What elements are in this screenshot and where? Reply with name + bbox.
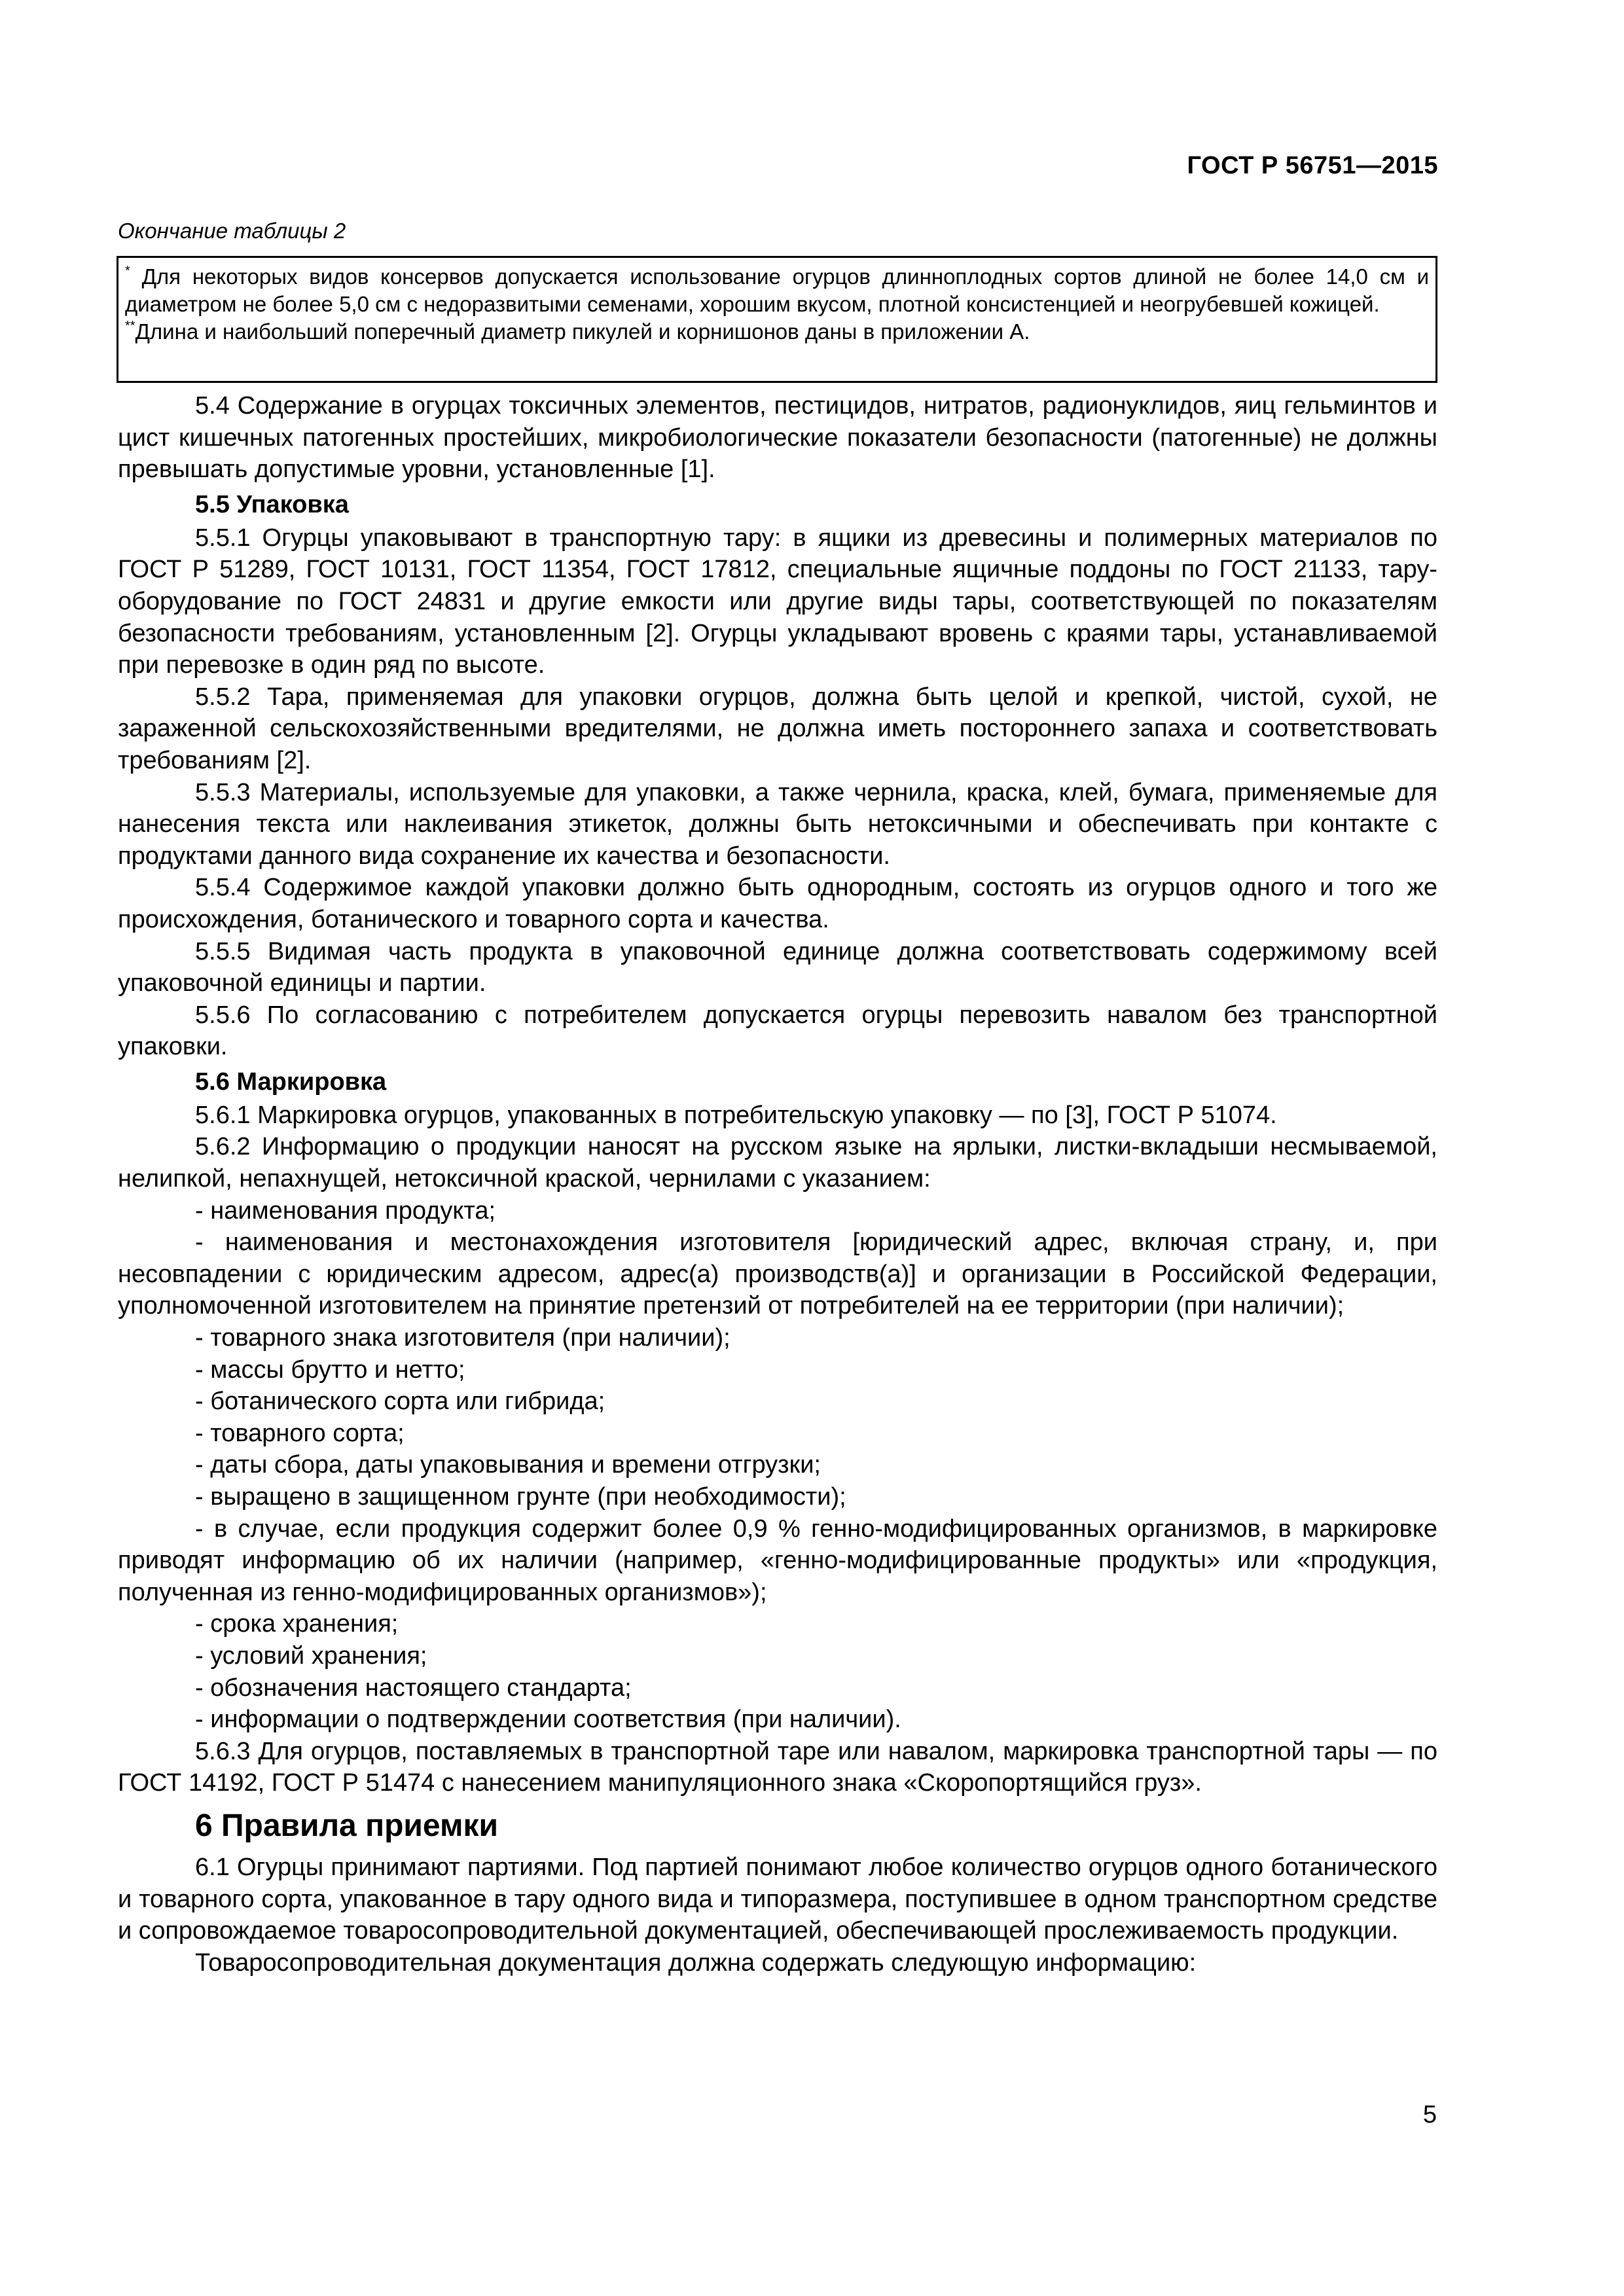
table-caption-text: Окончание таблицы 2 <box>118 219 346 243</box>
page-number: 5 <box>1422 2101 1437 2128</box>
heading-5-5: 5.5 Упаковка <box>195 490 349 518</box>
paragraph-5-6-1: 5.6.1 Маркировка огурцов, упакованных в потребительскую упаковку — по [3], ГОСТ Р 51074. <box>195 1101 1277 1129</box>
footnote-1-text: Для некоторых видов консервов допускается использование огурцов длинноплодных сортов длиной не более 14,0 см и диаметром не более 5,0 см с недоразвитыми семенами, хорошим вкусом, плотной консистенцией и неогрубевшей кожицей. <box>125 264 1429 316</box>
paragraph-5-4: 5.4 Содержание в огурцах токсичных элементов, пестицидов, нитратов, радионуклидов, яиц гельминтов и цист кишечных патогенных простейших, микробиологические показатели безопасности (патогенные) не должны превышать допустимые уровни, установленные [1]. <box>118 392 1437 484</box>
standard-header: ГОСТ Р 56751—2015 <box>1187 152 1438 179</box>
list-item: - товарного знака изготовителя (при наличии); <box>195 1324 731 1352</box>
paragraph-5-6-3: 5.6.3 Для огурцов, поставляемых в транспортной таре или навалом, маркировка транспортной тары — по ГОСТ 14192, ГОСТ Р 51474 с нанесением манипуляционного знака «Скоропортящийся груз». <box>118 1737 1437 1797</box>
list-item: - информации о подтверждении соответствия (при наличии). <box>195 1706 901 1734</box>
list-item: - товарного сорта; <box>195 1419 405 1447</box>
footnote-1-mark: * <box>125 264 130 278</box>
list-item: - срока хранения; <box>195 1610 399 1638</box>
paragraph-5-5-2: 5.5.2 Тара, применяемая для упаковки огурцов, должна быть целой и крепкой, чистой, сухой, не зараженной сельскохозяйственными вредителями, не должна иметь постороннего запаха и соответствовать требованиям [2]. <box>118 683 1437 774</box>
paragraph-5-5-1: 5.5.1 Огурцы упаковывают в транспортную тару: в ящики из древесины и полимерных материалов по ГОСТ Р 51289, ГОСТ 10131, ГОСТ 11354, ГОСТ 17812, специальные ящичные поддоны по ГОСТ 21133, тару-оборудование по ГОСТ 24831 и другие емкости или другие виды тары, соответствующей по показателям безопасности требованиям, установленным [2]. Огурцы укладывают вровень с краями тары, устанавливаемой при перевозке в один ряд по высоте. <box>118 524 1437 679</box>
paragraph-5-5-3: 5.5.3 Материалы, используемые для упаковки, а также чернила, краска, клей, бумага, применяемые для нанесения текста или наклеивания этикеток, должны быть нетоксичными и обеспечивать при контакте с продуктами данного вида сохранение их качества и безопасности. <box>118 778 1437 870</box>
paragraph-5-5-4: 5.5.4 Содержимое каждой упаковки должно быть однородным, состоять из огурцов одного и того же происхождения, ботанического и товарного сорта и качества. <box>118 874 1437 933</box>
paragraph-5-5-6: 5.5.6 По согласованию с потребителем допускается огурцы перевозить навалом без транспортной упаковки. <box>118 1001 1437 1061</box>
paragraph-6-1: 6.1 Огурцы принимают партиями. Под партией понимают любое количество огурцов одного ботанического и товарного сорта, упакованное в тару одного вида и типоразмера, поступившее в одном транспортном средстве и сопровождаемое товаросопроводительной документацией, обеспечивающей прослеживаемость продукции. <box>118 1853 1437 1945</box>
list-item: - наименования и местонахождения изготовителя [юридический адрес, включая страну, и, при несовпадении с юридическим адресом, адрес(а) производств(а)] и организации в Российской Федерации, уполномоченной изготовителем на принятие претензий от потребителей на ее территории (при наличии); <box>118 1229 1437 1320</box>
list-item: - массы брутто и нетто; <box>195 1355 465 1384</box>
paragraph-5-5-5: 5.5.5 Видимая часть продукта в упаковочной единице должна соответствовать содержимому всей упаковочной единицы и партии. <box>118 937 1437 997</box>
section-6-heading: 6 Правила приемки <box>195 1808 499 1843</box>
list-item: - даты сбора, даты упаковывания и времени отгрузки; <box>195 1451 821 1479</box>
table-caption <box>118 219 346 243</box>
list-item: - обозначения настоящего стандарта; <box>195 1674 632 1702</box>
footnote-2-text: Длина и наибольший поперечный диаметр пикулей и корнишонов даны в приложении А. <box>135 319 1030 344</box>
footnote-2-mark: ** <box>125 319 135 333</box>
list-item: - условий хранения; <box>195 1641 427 1670</box>
heading-5-6: 5.6 Маркировка <box>195 1067 387 1096</box>
list-item: - выращено в защищенном грунте (при необходимости); <box>195 1483 846 1511</box>
document-body <box>118 390 1437 1979</box>
table-footnotes-box <box>117 256 1437 383</box>
list-item: - наименования продукта; <box>195 1196 496 1225</box>
list-item: - ботанического сорта или гибрида; <box>195 1388 605 1416</box>
list-item: - в случае, если продукция содержит более 0,9 % генно-модифицированных организмов, в маркировке приводят информацию об их наличии (например, «генно-модифицированные продукты» или «продукция, полученная из генно-модифицированных организмов»); <box>118 1515 1437 1606</box>
paragraph-5-6-2: 5.6.2 Информацию о продукции наносят на русском языке на ярлыки, листки-вкладыши несмываемой, нелипкой, непахнущей, нетоксичной краской, чернилами с указанием: <box>118 1133 1437 1193</box>
footnote-1 <box>125 263 1429 318</box>
paragraph-6-1-cont: Товаросопроводительная документация должна содержать следующую информацию: <box>195 1948 1197 1977</box>
footnote-2 <box>125 318 1429 346</box>
